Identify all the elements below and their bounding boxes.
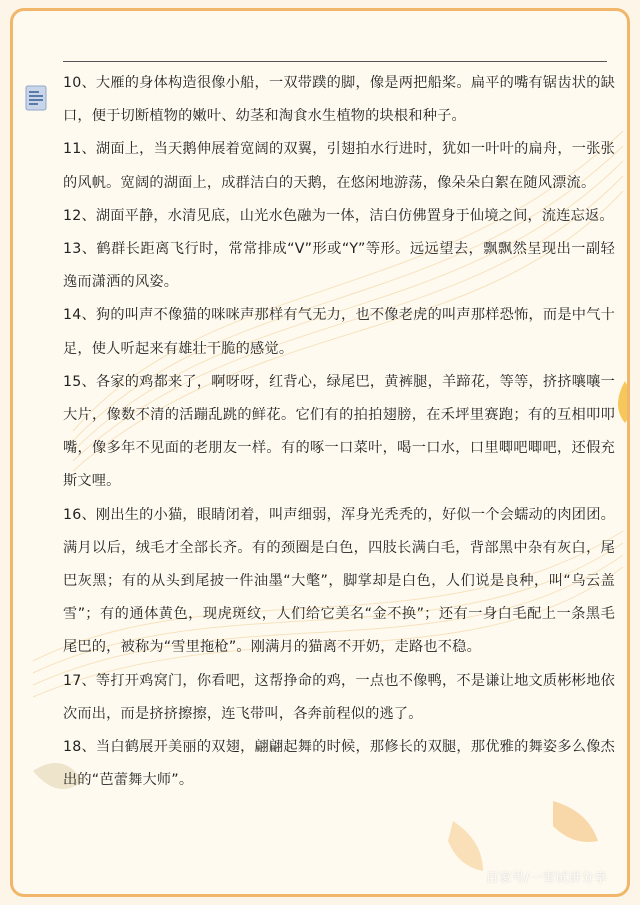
header-rule [63, 61, 607, 62]
paragraph-18: 18、当白鹤展开美丽的双翅，翩翩起舞的时候，那修长的双腿，那优雅的舞姿多么像杰出的“芭蕾舞大师”。 [63, 739, 615, 789]
paragraph-14: 14、狗的叫声不像猫的咪咪声那样有气无力，也不像老虎的叫声那样恐怖，而是中气十足，使人听起来有雄壮干脆的感觉。 [63, 307, 615, 357]
paragraph-13: 13、鹤群长距离飞行时，常常排成“V”形或“Y”等形。远远望去，飘飘然呈现出一副轻逸而潇洒的风姿。 [63, 241, 615, 291]
paragraph-16: 16、刚出生的小猫，眼睛闭着，叫声细弱，浑身光秃秃的，好似一个会蠕动的肉团团。 满月以后，绒毛才全部长齐。有的颈圈是白色，四肢长满白毛，背部黑中杂有灰白，尾巴灰黑；有的从头到尾披一件油墨“大氅”，脚掌却是白色，人们说是良种，叫“乌云盖雪”；有的通体黄色，现虎斑纹，人们给它美名“金不换”；还有一身白毛配上一条黑毛尾巴的，被称为“雪里拖枪”。刚满月的猫离不开奶，走路也不稳。 [63, 506, 615, 656]
watermark: 百家号/一雪试讲分享 [485, 871, 607, 886]
paragraph-12: 12、湖面平静，水清见底，山光水色融为一体，洁白仿佛置身于仙境之间，流连忘返。 [63, 207, 614, 224]
paragraph-15: 15、各家的鸡都来了，啊呀呀，红背心，绿尾巴，黄裤腿，羊蹄花，等等，挤挤嚷嚷一大片，像数不清的活蹦乱跳的鲜花。它们有的拍拍翅膀，在禾坪里赛跑；有的互相叩叩嘴，像多年不见面的老朋友一样。有的啄一口菜叶，喝一口水，口里唧吧唧吧，还假充斯文哩。 [63, 373, 615, 490]
paragraph-10: 10、大雁的身体构造很像小船，一双带蹼的脚，像是两把船桨。扁平的嘴有锯齿状的缺口，便于切断植物的嫩叶、幼茎和淘食水生植物的块根和种子。 [63, 75, 615, 125]
paragraph-11: 11、湖面上，当天鹅伸展着宽阔的双翼，引翅拍水行进时，犹如一叶叶的扁舟，一张张的风帆。宽阔的湖面上，成群洁白的天鹅，在悠闲地游荡，像朵朵白絮在随风漂流。 [63, 141, 615, 191]
paragraph-17: 17、等打开鸡窝门，你看吧，这帮挣命的鸡，一点也不像鸭，不是谦让地文质彬彬地依次而出，而是挤挤擦擦，连飞带叫，各奔前程似的逃了。 [63, 672, 615, 722]
page-frame [10, 8, 630, 897]
document-icon[interactable] [25, 85, 47, 111]
document-body [63, 67, 615, 797]
